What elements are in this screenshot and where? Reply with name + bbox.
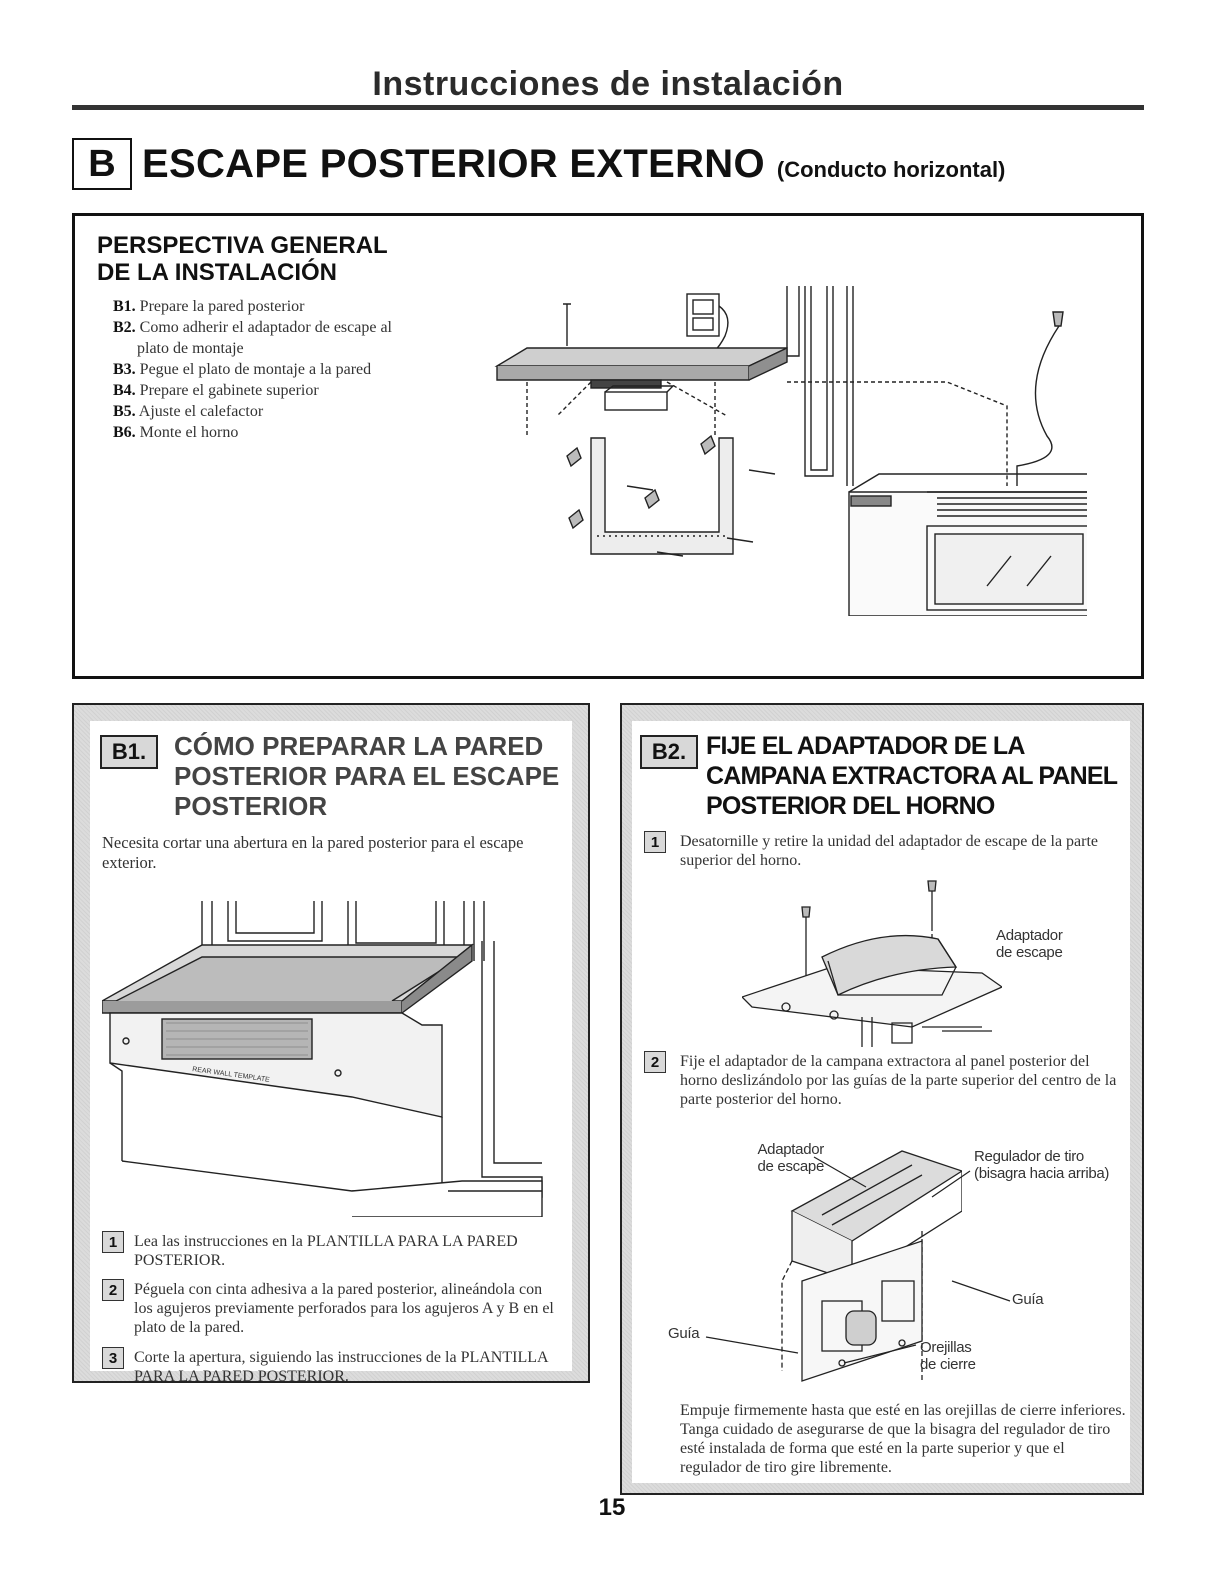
b1-title: CÓMO PREPARAR LA PARED POSTERIOR PARA EL ESCAPE POSTERIOR xyxy=(174,731,560,821)
b1-item-badge: 3 xyxy=(102,1347,124,1369)
panel-b1-content xyxy=(90,721,572,1385)
b2-badge: B2. xyxy=(640,735,698,769)
section-subtitle: (Conducto horizontal) xyxy=(776,157,1006,182)
rear-wall-template-illustration xyxy=(102,901,562,1217)
callout-regulador: Regulador de tiro (bisagra hacia arriba) xyxy=(974,1148,1110,1182)
overview-box xyxy=(72,213,1144,679)
overview-step: B6. Monte el horno xyxy=(113,424,239,441)
overview-heading-line1: PERSPECTIVA GENERAL xyxy=(97,232,388,259)
panel-b2 xyxy=(620,703,1144,1495)
b1-intro: Necesita cortar una abertura en la pared posterior para el escape exterior. xyxy=(102,833,524,872)
callout-leader-lines xyxy=(632,1131,1132,1391)
page-title: Instrucciones de instalación xyxy=(372,65,844,103)
section-main-title: ESCAPE POSTERIOR EXTERNO xyxy=(142,141,765,186)
section-title xyxy=(72,138,1005,190)
b1-item-text: Péguela con cinta adhesiva a la pared posterior, alineándola con los agujeros previamente perforados para los agujeros A y B en el plato de la pared. xyxy=(134,1281,554,1336)
b1-item-badge: 2 xyxy=(102,1279,124,1301)
overview-step-list xyxy=(113,296,423,443)
callout-adaptador-2: Adaptador de escape xyxy=(757,1141,824,1175)
b2-title: FIJE EL ADAPTADOR DE LA CAMPANA EXTRACTORA AL PANEL POSTERIOR DEL HORNO xyxy=(706,732,1118,820)
b2-item-text: Desatornille y retire la unidad del adaptador de escape de la parte superior del horno. xyxy=(680,833,1099,869)
callout-orejillas: Orejillas de cierre xyxy=(920,1339,976,1373)
b2-item-badge: 1 xyxy=(644,831,666,853)
panel-b2-content xyxy=(632,721,1130,1483)
overview-step: B5. Ajuste el calefactor xyxy=(113,403,264,420)
overview-heading xyxy=(97,232,457,286)
b1-badge: B1. xyxy=(100,735,158,769)
b1-item-text: Lea las instrucciones en la PLANTILLA PARA LA PARED POSTERIOR. xyxy=(134,1233,518,1269)
exhaust-adaptor-removal-illustration xyxy=(742,877,1002,1047)
b1-item-badge: 1 xyxy=(102,1231,124,1253)
b2-item-badge: 2 xyxy=(644,1051,666,1073)
b1-item-text: Corte la apertura, siguiendo las instrucciones de la PLANTILLA PARA LA PARED POSTERIOR. xyxy=(134,1349,548,1385)
b2-item-text: Fije el adaptador de la campana extractora al panel posterior del horno deslizándolo por las guías de la parte superior del centro de la parte posterior del horno. xyxy=(680,1053,1117,1108)
b2-closing-text: Empuje firmemente hasta que esté en las orejillas de cierre inferiores. Tanga cuidado de asegurarse de que la bisagra del regulador de tiro esté instalada de forma que esté en la parte superior y que el regulador de tiro gire libremente. xyxy=(680,1402,1126,1476)
installation-overview-illustration xyxy=(487,286,1087,616)
overview-step: B4. Prepare el gabinete superior xyxy=(113,382,319,399)
svg-text:REAR WALL TEMPLATE: REAR WALL TEMPLATE xyxy=(191,1066,271,1084)
section-letter: B xyxy=(72,138,132,190)
overview-step: B1. Prepare la pared posterior xyxy=(113,298,305,315)
callout-adaptador-1: Adaptador de escape xyxy=(996,927,1063,961)
panel-b1 xyxy=(72,703,590,1383)
overview-step: B2. Como adherir el adaptador de escape al plato de montaje xyxy=(113,319,392,357)
callout-guia-left: Guía xyxy=(668,1325,700,1342)
page-number: 15 xyxy=(598,1494,626,1521)
page-header xyxy=(72,62,1144,110)
overview-heading-line2: DE LA INSTALACIÓN xyxy=(97,259,337,286)
overview-step: B3. Pegue el plato de montaje a la pared xyxy=(113,361,372,378)
callout-guia-right: Guía xyxy=(1012,1291,1044,1308)
